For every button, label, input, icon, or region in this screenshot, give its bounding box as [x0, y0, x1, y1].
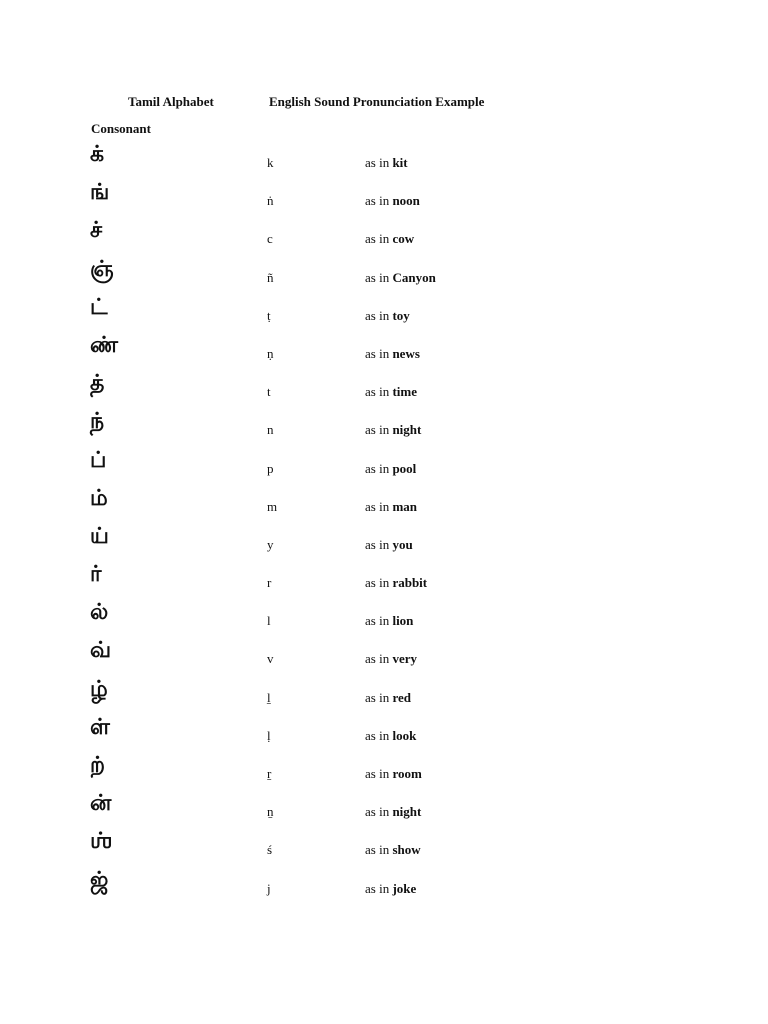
example-word: look [392, 727, 417, 743]
tamil-letter: ண் [90, 332, 118, 358]
pronunciation-example [365, 537, 413, 553]
pronunciation-example [365, 384, 417, 400]
pronunciation-example [365, 690, 411, 706]
example-prefix: as in [365, 880, 393, 896]
pronunciation-example [365, 308, 410, 324]
tamil-letter: ய் [90, 523, 109, 549]
tamil-letter: ச் [90, 218, 103, 244]
tamil-letter: ப் [90, 447, 107, 473]
pronunciation-example [365, 270, 436, 286]
english-sound: ñ [267, 269, 274, 285]
tamil-letter: ஞ் [90, 256, 114, 282]
english-sound: j [267, 880, 271, 896]
consonant-row [0, 371, 768, 409]
example-word: man [392, 498, 418, 514]
example-word: night [392, 422, 422, 438]
consonant-row [0, 409, 768, 447]
tamil-letter: ஜ் [90, 867, 109, 893]
pronunciation-example [365, 766, 422, 782]
example-word: Canyon [392, 269, 436, 285]
english-sound-header: English Sound Pronunciation Example [269, 94, 485, 109]
example-word: room [392, 766, 422, 781]
tamil-letter: ற் [90, 753, 105, 778]
example-prefix: as in [365, 155, 393, 170]
tamil-letter: ந் [90, 409, 105, 435]
consonant-row [0, 142, 768, 180]
example-prefix: as in [365, 727, 393, 743]
english-sound: y [267, 536, 274, 552]
consonant-row [0, 333, 768, 371]
example-word: noon [392, 193, 420, 209]
consonant-row [0, 524, 768, 562]
pronunciation-example [365, 461, 416, 477]
english-sound: k [267, 155, 274, 170]
english-sound: ś [267, 842, 273, 858]
example-word: time [392, 384, 417, 400]
pronunciation-example [365, 842, 421, 858]
example-prefix: as in [365, 689, 393, 705]
example-word: kit [392, 155, 408, 170]
pronunciation-example [365, 346, 420, 362]
tamil-letter: க் [90, 142, 105, 167]
tamil-alphabet-header: Tamil Alphabet [128, 94, 214, 109]
english-sound: ṉ [267, 804, 274, 820]
consonant-table [0, 142, 768, 906]
example-word: you [392, 536, 413, 552]
pronunciation-example [365, 881, 416, 897]
pronunciation-example [365, 728, 416, 744]
pronunciation-example [365, 651, 417, 667]
consonant-row [0, 868, 768, 906]
consonant-row [0, 677, 768, 715]
pronunciation-example [365, 804, 421, 820]
tamil-letter: ர் [90, 562, 102, 588]
example-word: pool [392, 460, 417, 476]
example-word: lion [392, 613, 414, 629]
example-prefix: as in [365, 422, 393, 438]
english-sound: ṅ [267, 193, 274, 209]
example-prefix: as in [365, 766, 393, 781]
english-sound: c [267, 231, 273, 247]
consonant-section-label: Consonant [91, 121, 151, 136]
english-sound: v [267, 651, 274, 667]
pronunciation-example [365, 155, 408, 171]
consonant-row [0, 257, 768, 295]
pronunciation-example [365, 613, 413, 629]
example-word: joke [392, 880, 417, 896]
consonant-row [0, 753, 768, 791]
example-word: night [392, 804, 422, 820]
tamil-letter: ல் [90, 600, 109, 626]
example-prefix: as in [365, 575, 393, 591]
consonant-row [0, 448, 768, 486]
english-sound: ḻ [267, 689, 271, 705]
tamil-letter: ழ் [90, 676, 108, 702]
pronunciation-example [365, 231, 414, 247]
example-word: red [392, 689, 411, 705]
consonant-row [0, 600, 768, 638]
example-word: very [392, 651, 417, 667]
example-word: rabbit [392, 575, 428, 591]
english-sound: ṟ [267, 766, 272, 781]
tamil-letter: ங் [90, 180, 110, 206]
example-prefix: as in [365, 536, 393, 552]
tamil-letter: ட் [90, 294, 108, 320]
pronunciation-example [365, 499, 417, 515]
example-prefix: as in [365, 460, 393, 476]
consonant-row [0, 562, 768, 600]
example-prefix: as in [365, 345, 393, 361]
example-prefix: as in [365, 307, 393, 323]
example-prefix: as in [365, 613, 393, 629]
example-word: cow [392, 231, 415, 247]
pronunciation-example [365, 422, 421, 438]
pronunciation-example [365, 575, 427, 591]
tamil-letter: வ் [90, 638, 112, 664]
consonant-row [0, 295, 768, 333]
consonant-row [0, 180, 768, 218]
tamil-letter: ள் [90, 714, 110, 740]
consonant-row [0, 218, 768, 256]
example-prefix: as in [365, 193, 393, 209]
pronunciation-example [365, 193, 420, 209]
example-prefix: as in [365, 842, 393, 858]
consonant-row [0, 486, 768, 524]
english-sound: p [267, 460, 274, 476]
example-prefix: as in [365, 498, 393, 514]
tamil-letter: ன் [90, 791, 112, 817]
example-word: toy [392, 307, 410, 323]
english-sound: ṇ [267, 345, 274, 361]
tamil-letter: ஶ் [90, 829, 113, 855]
english-sound: r [267, 575, 272, 591]
example-word: news [392, 345, 420, 361]
consonant-row [0, 791, 768, 829]
example-prefix: as in [365, 231, 393, 247]
english-sound: ḷ [267, 727, 271, 743]
consonant-row [0, 638, 768, 676]
example-prefix: as in [365, 651, 393, 667]
example-word: show [392, 842, 421, 858]
consonant-row [0, 715, 768, 753]
english-sound: l [267, 613, 271, 629]
english-sound: t [267, 384, 271, 400]
example-prefix: as in [365, 804, 393, 820]
english-sound: m [267, 498, 278, 514]
example-prefix: as in [365, 384, 393, 400]
consonant-row [0, 829, 768, 867]
tamil-letter: த் [90, 371, 105, 397]
english-sound: n [267, 422, 274, 438]
english-sound: ṭ [267, 307, 271, 323]
tamil-letter: ம் [90, 485, 108, 511]
example-prefix: as in [365, 269, 393, 285]
